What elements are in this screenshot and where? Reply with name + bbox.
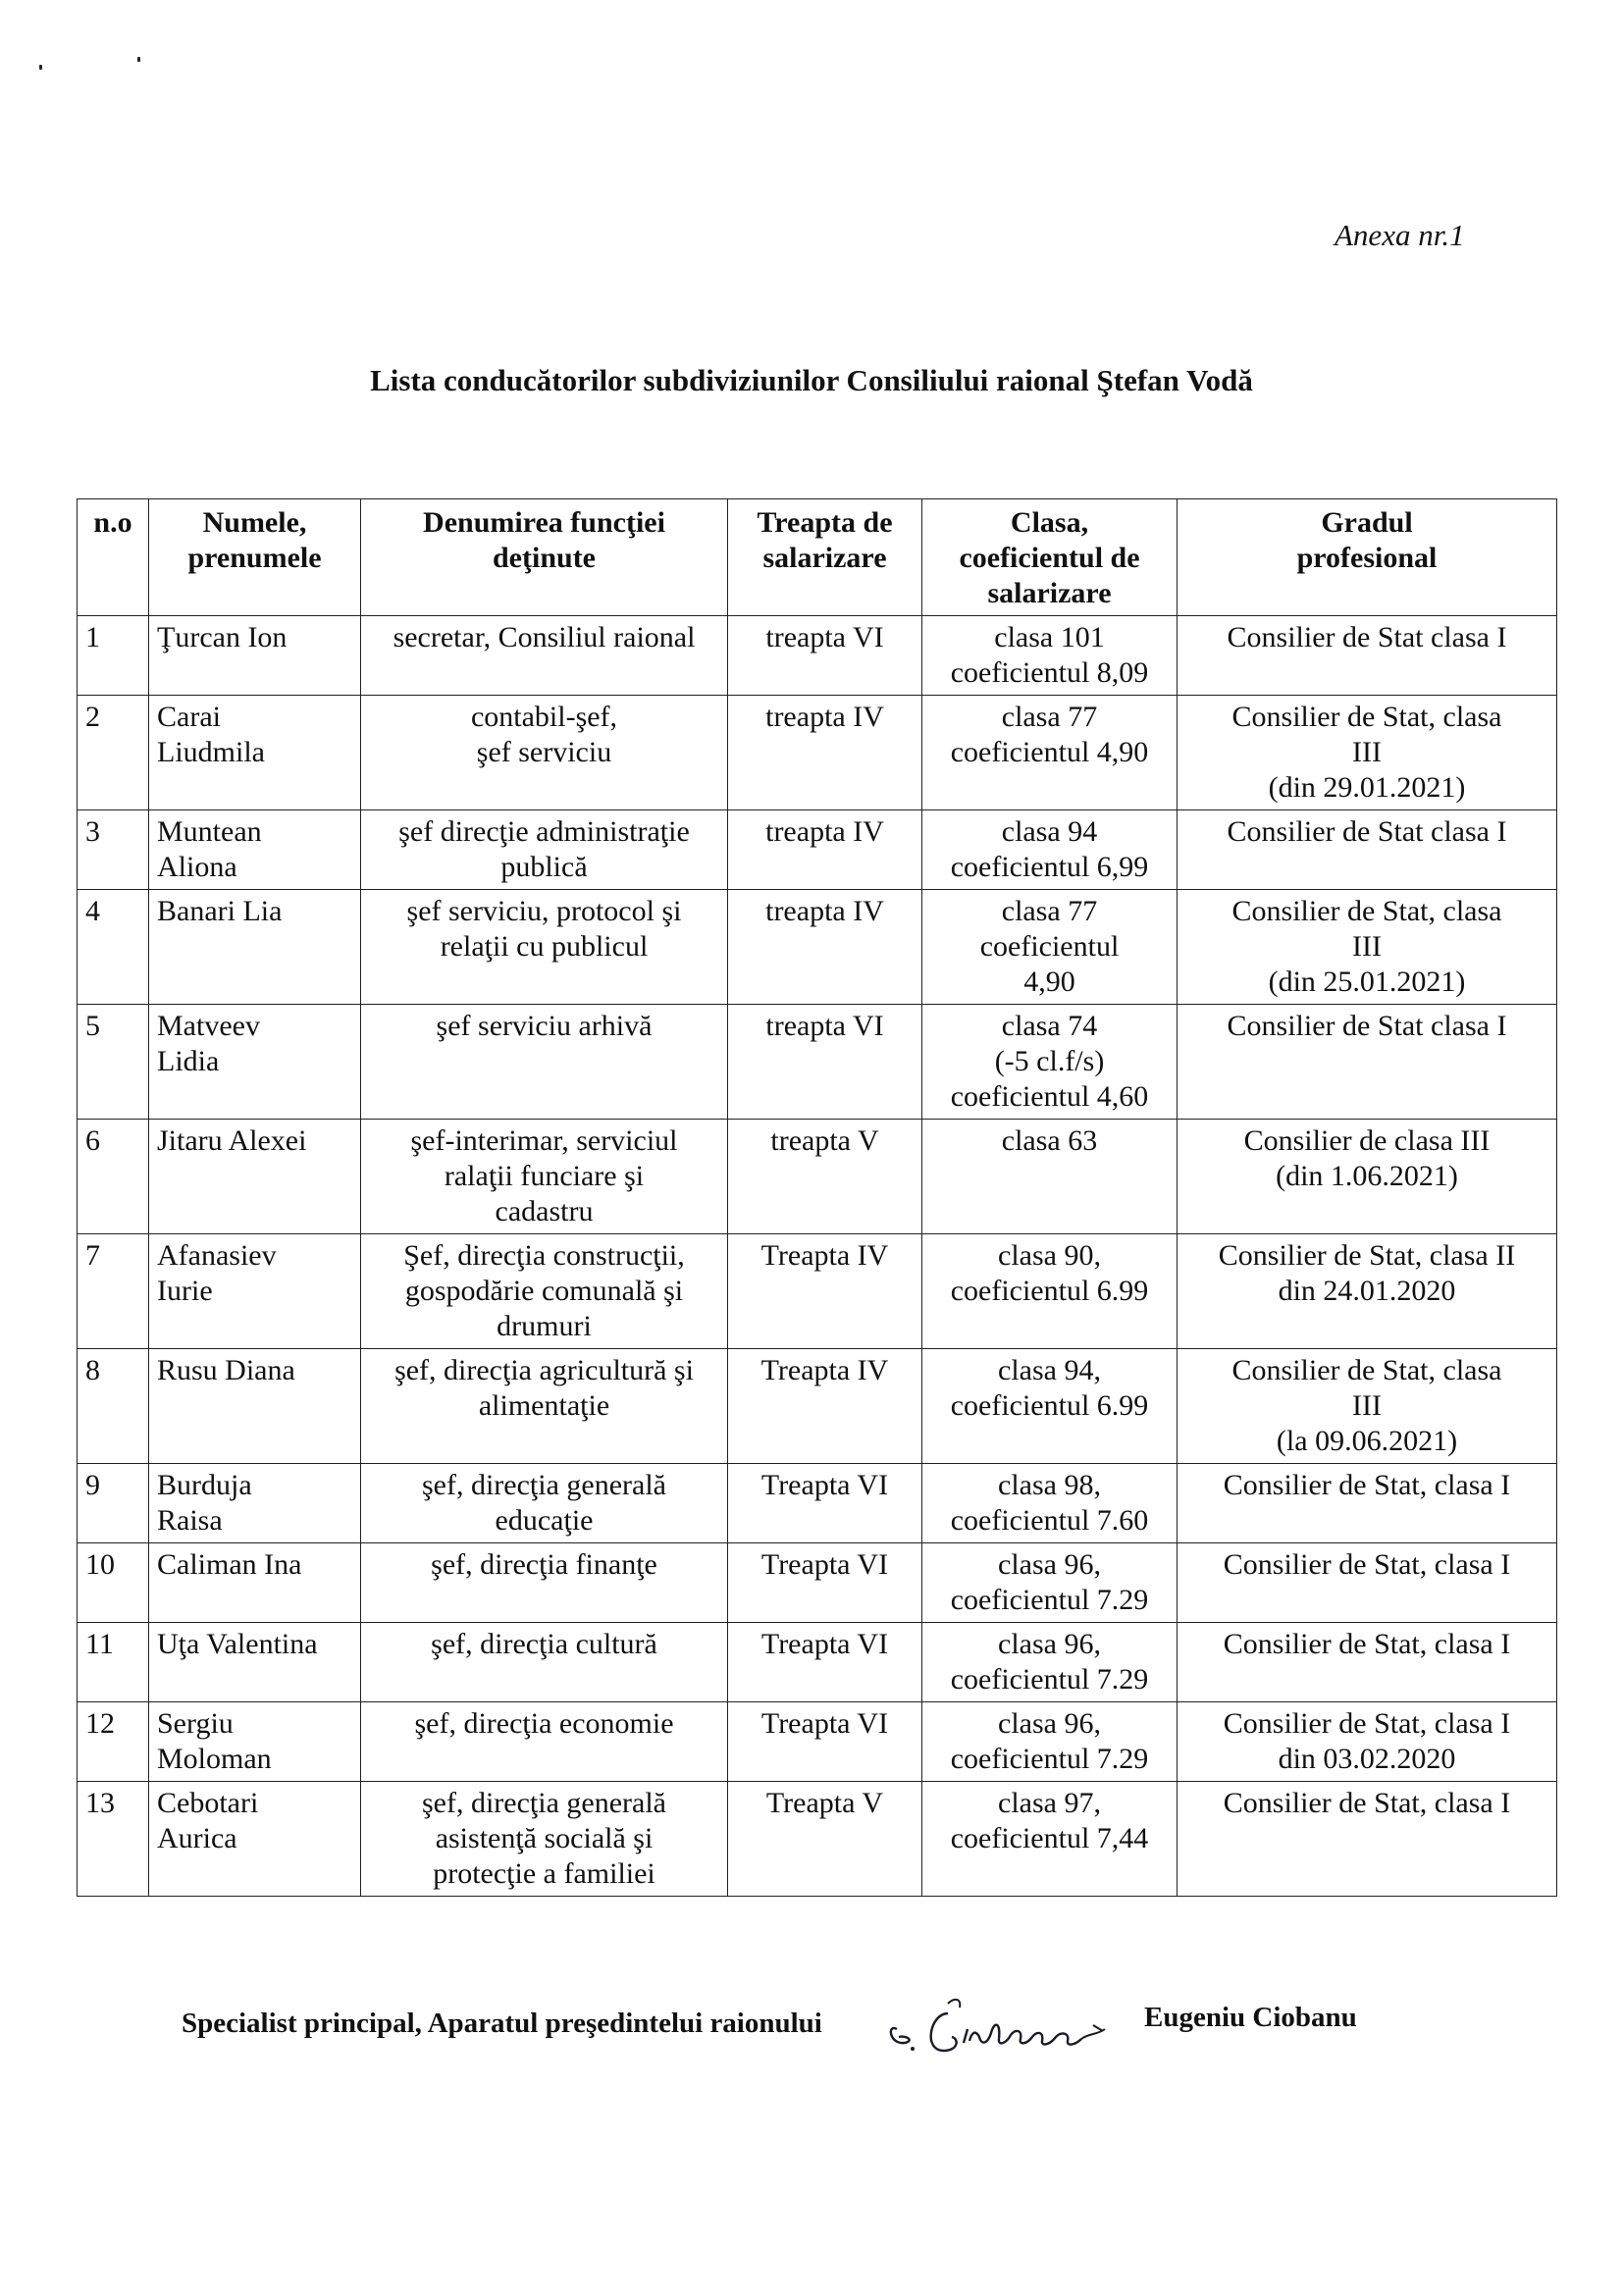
- cell-full-name: [149, 1120, 361, 1234]
- cell-line: coeficientul 7.29: [950, 1584, 1149, 1616]
- cell-line: şef serviciu arhivă: [436, 1010, 653, 1042]
- cell-line: şef, direcţia finanţe: [431, 1548, 657, 1581]
- cell-line: Consilier de Stat clasa I: [1227, 621, 1507, 653]
- cell-function: [361, 890, 728, 1005]
- cell-class-coefficient: [922, 890, 1178, 1005]
- cell-line: Iurie: [157, 1275, 213, 1307]
- cell-class-coefficient: [922, 1543, 1178, 1623]
- cell-number: 13: [78, 1782, 149, 1897]
- signatory-name: Eugeniu Ciobanu: [1144, 2002, 1357, 2033]
- header-no: [78, 499, 149, 616]
- cell-line: Denumirea funcţiei: [423, 506, 665, 539]
- cell-line: gospodărie comunală şi: [404, 1275, 684, 1307]
- document-title: Lista conducătorilor subdiviziunilor Consiliului raional Ştefan Vodă: [370, 363, 1253, 397]
- cell-line: coeficientul 8,09: [950, 656, 1149, 689]
- cell-class-coefficient: [922, 810, 1178, 890]
- header-grade: [1178, 499, 1557, 616]
- cell-function: [361, 616, 728, 696]
- cell-class-coefficient: [922, 1464, 1178, 1543]
- table-row: [78, 696, 1557, 810]
- cell-salary-step: [728, 1623, 922, 1702]
- cell-full-name: [149, 696, 361, 810]
- cell-line: Treapta de: [757, 506, 893, 539]
- cell-line: salarizare: [762, 542, 887, 574]
- cell-line: Treapta VI: [760, 1548, 889, 1581]
- cell-line: Banari Lia: [157, 895, 283, 927]
- handwritten-signature: [879, 1984, 1125, 2062]
- cell-salary-step: [728, 1702, 922, 1782]
- cell-professional-grade: [1178, 1464, 1557, 1543]
- cell-line: Consilier de Stat clasa I: [1227, 1010, 1507, 1042]
- cell-line: asistenţă socială şi: [435, 1822, 654, 1854]
- cell-line: alimentaţie: [478, 1389, 610, 1422]
- table-header-row: [78, 499, 1557, 616]
- cell-function: [361, 1464, 728, 1543]
- cell-line: Lidia: [157, 1045, 220, 1077]
- cell-line: treapta IV: [765, 815, 884, 848]
- cell-line: (-5 cl.f/s): [994, 1045, 1105, 1077]
- cell-salary-step: [728, 696, 922, 810]
- cell-line: Clasa,: [1010, 506, 1089, 539]
- cell-line: şef-interimar, serviciul: [410, 1124, 678, 1157]
- cell-line: coeficientul de: [959, 542, 1140, 574]
- cell-line: treapta VI: [765, 621, 884, 653]
- cell-salary-step: [728, 1005, 922, 1120]
- cell-professional-grade: [1178, 1782, 1557, 1897]
- cell-class-coefficient: [922, 1120, 1178, 1234]
- cell-professional-grade: [1178, 1543, 1557, 1623]
- table-row: [78, 1702, 1557, 1782]
- cell-number: 10: [78, 1543, 149, 1623]
- cell-line: clasa 94: [1001, 815, 1098, 848]
- cell-professional-grade: [1178, 1623, 1557, 1702]
- cell-professional-grade: [1178, 616, 1557, 696]
- cell-line: profesional: [1296, 542, 1438, 574]
- cell-line: Treapta IV: [760, 1354, 889, 1386]
- cell-full-name: [149, 1782, 361, 1897]
- cell-line: Afanasiev: [157, 1239, 277, 1272]
- cell-professional-grade: [1178, 890, 1557, 1005]
- cell-line: Aliona: [157, 851, 237, 883]
- cell-line: clasa 96,: [998, 1548, 1101, 1581]
- cell-line: clasa 63: [1001, 1124, 1098, 1157]
- cell-function: [361, 1623, 728, 1702]
- cell-line: clasa 98,: [998, 1469, 1101, 1501]
- cell-line: (la 09.06.2021): [1276, 1425, 1458, 1457]
- cell-number: 8: [78, 1349, 149, 1464]
- cell-line: Burduja: [157, 1469, 252, 1501]
- cell-line: coeficientul 6,99: [950, 851, 1149, 883]
- cell-line: şef direcţie administraţie: [398, 815, 690, 848]
- cell-line: Treapta V: [765, 1787, 884, 1819]
- cell-line: coeficientul 6.99: [950, 1389, 1149, 1422]
- cell-line: coeficientul 7.29: [950, 1743, 1149, 1775]
- cell-line: deţinute: [493, 542, 596, 574]
- scan-speck: [39, 65, 42, 70]
- cell-number: 4: [78, 890, 149, 1005]
- table-row: [78, 1782, 1557, 1897]
- cell-line: clasa 77: [1001, 701, 1098, 733]
- cell-line: coeficientul 4,60: [950, 1080, 1149, 1113]
- cell-line: Şef, direcţia construcţii,: [403, 1239, 685, 1272]
- cell-line: Consilier de clasa III: [1243, 1124, 1491, 1157]
- cell-number: 6: [78, 1120, 149, 1234]
- cell-line: prenumele: [187, 542, 322, 574]
- cell-salary-step: [728, 890, 922, 1005]
- cell-salary-step: [728, 810, 922, 890]
- cell-professional-grade: [1178, 1005, 1557, 1120]
- cell-number: 2: [78, 696, 149, 810]
- cell-professional-grade: [1178, 1234, 1557, 1349]
- cell-function: [361, 1234, 728, 1349]
- cell-line: (din 25.01.2021): [1268, 965, 1466, 998]
- cell-line: Muntean: [157, 815, 262, 848]
- cell-class-coefficient: [922, 1782, 1178, 1897]
- cell-line: clasa 101: [994, 621, 1105, 653]
- cell-line: clasa 77: [1001, 895, 1098, 927]
- cell-line: Raisa: [157, 1504, 223, 1537]
- cell-line: coeficientul: [979, 930, 1120, 963]
- cell-number: 12: [78, 1702, 149, 1782]
- cell-line: Numele,: [202, 506, 307, 539]
- cell-class-coefficient: [922, 1234, 1178, 1349]
- header-class: [922, 499, 1178, 616]
- cell-function: [361, 696, 728, 810]
- cell-line: Consilier de Stat clasa I: [1227, 815, 1507, 848]
- cell-function: [361, 1120, 728, 1234]
- cell-line: cadastru: [495, 1195, 594, 1227]
- cell-professional-grade: [1178, 810, 1557, 890]
- cell-line: Uţa Valentina: [157, 1628, 318, 1660]
- cell-line: salarizare: [987, 577, 1112, 609]
- cell-professional-grade: [1178, 1120, 1557, 1234]
- annex-label: Anexa nr.1: [1335, 218, 1465, 252]
- cell-line: secretar, Consiliul raional: [393, 621, 696, 653]
- cell-professional-grade: [1178, 1702, 1557, 1782]
- cell-full-name: [149, 1702, 361, 1782]
- cell-line: Cebotari: [157, 1787, 259, 1819]
- cell-function: [361, 1702, 728, 1782]
- cell-line: clasa 74: [1001, 1010, 1098, 1042]
- cell-line: Treapta VI: [760, 1628, 889, 1660]
- cell-line: coeficientul 7,44: [950, 1822, 1149, 1854]
- cell-line: (din 1.06.2021): [1276, 1160, 1458, 1192]
- cell-line: Matveev: [157, 1010, 260, 1042]
- cell-function: [361, 1782, 728, 1897]
- cell-number: 11: [78, 1623, 149, 1702]
- cell-line: Caliman Ina: [157, 1548, 302, 1581]
- cell-salary-step: [728, 1349, 922, 1464]
- cell-line: clasa 96,: [998, 1707, 1101, 1740]
- header-name: [149, 499, 361, 616]
- cell-professional-grade: [1178, 696, 1557, 810]
- scan-speck: [137, 57, 140, 62]
- table-row: [78, 616, 1557, 696]
- table-row: [78, 1464, 1557, 1543]
- cell-line: şef, direcţia cultură: [431, 1628, 657, 1660]
- cell-function: [361, 1543, 728, 1623]
- cell-class-coefficient: [922, 1702, 1178, 1782]
- cell-full-name: [149, 810, 361, 890]
- cell-salary-step: [728, 1543, 922, 1623]
- cell-line: Moloman: [157, 1743, 272, 1775]
- cell-line: publică: [500, 851, 588, 883]
- table-row: [78, 890, 1557, 1005]
- table-row: [78, 1349, 1557, 1464]
- cell-line: III: [1352, 1389, 1382, 1422]
- cell-number: 5: [78, 1005, 149, 1120]
- cell-function: [361, 810, 728, 890]
- header-step: [728, 499, 922, 616]
- cell-line: clasa 90,: [998, 1239, 1101, 1272]
- cell-salary-step: [728, 1120, 922, 1234]
- signatory-role: Specialist principal, Aparatul preşedintelui raionului: [182, 2008, 822, 2039]
- cell-line: Consilier de Stat, clasa: [1231, 701, 1502, 733]
- cell-line: Rusu Diana: [157, 1354, 295, 1386]
- cell-salary-step: [728, 1464, 922, 1543]
- cell-line: Consilier de Stat, clasa I: [1223, 1787, 1511, 1819]
- cell-full-name: [149, 1349, 361, 1464]
- cell-class-coefficient: [922, 616, 1178, 696]
- cell-salary-step: [728, 616, 922, 696]
- cell-line: n.o: [93, 506, 132, 539]
- cell-line: Jitaru Alexei: [157, 1124, 307, 1157]
- cell-full-name: [149, 890, 361, 1005]
- cell-line: Consilier de Stat, clasa I: [1223, 1628, 1511, 1660]
- cell-line: şef, direcţia generală: [421, 1469, 666, 1501]
- cell-professional-grade: [1178, 1349, 1557, 1464]
- cell-line: Consilier de Stat, clasa I: [1223, 1548, 1511, 1581]
- cell-salary-step: [728, 1782, 922, 1897]
- cell-full-name: [149, 1005, 361, 1120]
- signature-block: [0, 1984, 1623, 2072]
- cell-salary-step: [728, 1234, 922, 1349]
- cell-line: contabil-şef,: [470, 701, 618, 733]
- cell-function: [361, 1349, 728, 1464]
- cell-line: coeficientul 7.29: [950, 1663, 1149, 1696]
- cell-line: şef serviciu, protocol şi: [406, 895, 682, 927]
- cell-line: treapta V: [770, 1124, 879, 1157]
- cell-line: relaţii cu publicul: [440, 930, 649, 963]
- cell-number: 9: [78, 1464, 149, 1543]
- cell-number: 3: [78, 810, 149, 890]
- cell-line: clasa 97,: [998, 1787, 1101, 1819]
- cell-class-coefficient: [922, 1349, 1178, 1464]
- table-row: [78, 1234, 1557, 1349]
- cell-full-name: [149, 1234, 361, 1349]
- cell-line: Sergiu: [157, 1707, 234, 1740]
- cell-line: ralaţii funciare şi: [444, 1160, 645, 1192]
- cell-line: coeficientul 6.99: [950, 1275, 1149, 1307]
- cell-class-coefficient: [922, 696, 1178, 810]
- cell-line: şef serviciu: [476, 736, 612, 768]
- cell-number: 7: [78, 1234, 149, 1349]
- cell-number: 1: [78, 616, 149, 696]
- cell-line: şef, direcţia agricultură şi: [394, 1354, 694, 1386]
- cell-line: din 03.02.2020: [1278, 1743, 1456, 1775]
- cell-class-coefficient: [922, 1623, 1178, 1702]
- cell-line: Gradul: [1321, 506, 1413, 539]
- cell-line: şef, direcţia generală: [421, 1787, 666, 1819]
- cell-line: clasa 96,: [998, 1628, 1101, 1660]
- cell-line: Liudmila: [157, 736, 265, 768]
- table-row: [78, 810, 1557, 890]
- cell-line: coeficientul 4,90: [950, 736, 1149, 768]
- cell-full-name: [149, 1543, 361, 1623]
- cell-line: din 24.01.2020: [1278, 1275, 1456, 1307]
- cell-line: drumuri: [497, 1310, 592, 1342]
- cell-function: [361, 1005, 728, 1120]
- table-row: [78, 1005, 1557, 1120]
- cell-line: Carai: [157, 701, 221, 733]
- cell-line: treapta IV: [765, 701, 884, 733]
- table-body: [78, 616, 1557, 1897]
- header-function: [361, 499, 728, 616]
- cell-line: Treapta IV: [760, 1239, 889, 1272]
- cell-full-name: [149, 616, 361, 696]
- cell-full-name: [149, 1623, 361, 1702]
- cell-line: educaţie: [495, 1504, 594, 1537]
- cell-line: Consilier de Stat, clasa I: [1223, 1469, 1511, 1501]
- cell-full-name: [149, 1464, 361, 1543]
- staff-table: [77, 498, 1557, 1897]
- cell-line: treapta VI: [765, 1010, 884, 1042]
- cell-line: Consilier de Stat, clasa: [1231, 1354, 1502, 1386]
- cell-line: Treapta VI: [760, 1707, 889, 1740]
- cell-line: III: [1352, 736, 1382, 768]
- cell-line: protecţie a familiei: [433, 1857, 655, 1890]
- cell-line: Consilier de Stat, clasa I: [1223, 1707, 1511, 1740]
- cell-line: şef, direcţia economie: [414, 1707, 674, 1740]
- table-row: [78, 1543, 1557, 1623]
- table-row: [78, 1623, 1557, 1702]
- cell-line: clasa 94,: [998, 1354, 1101, 1386]
- cell-line: Aurica: [157, 1822, 237, 1854]
- cell-line: (din 29.01.2021): [1268, 771, 1466, 804]
- cell-line: III: [1352, 930, 1382, 963]
- cell-line: Ţurcan Ion: [157, 621, 288, 653]
- cell-line: Consilier de Stat, clasa: [1231, 895, 1502, 927]
- cell-class-coefficient: [922, 1005, 1178, 1120]
- cell-line: Treapta VI: [760, 1469, 889, 1501]
- cell-line: coeficientul 7.60: [950, 1504, 1149, 1537]
- table-row: [78, 1120, 1557, 1234]
- cell-line: Consilier de Stat, clasa II: [1218, 1239, 1516, 1272]
- cell-line: treapta IV: [765, 895, 884, 927]
- cell-line: 4,90: [1023, 965, 1075, 998]
